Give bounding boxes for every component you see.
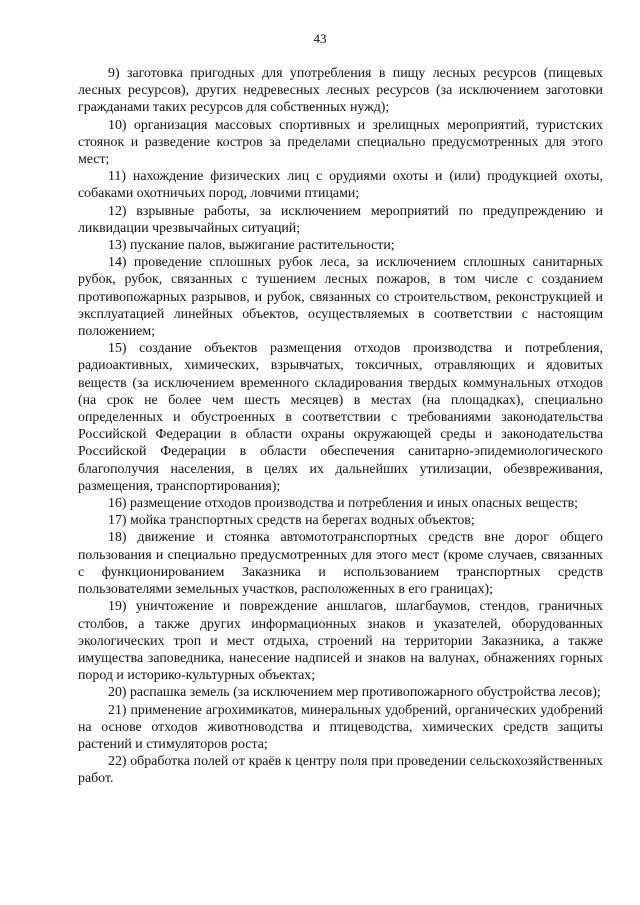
list-item-9: 9) заготовка пригодных для употребления в пищу лесных ресурсов (пищевых лесных ресурсов), других недревесных лесных ресурсов (за исключением заготовки гражданами таких ресурсов для собственных нужд); — [78, 66, 603, 116]
list-item-22: 22) обработка полей от краёв к центру поля при проведении сельскохозяйственных работ. — [78, 754, 603, 787]
list-item-19: 19) уничтожение и повреждение аншлагов, шлагбаумов, стендов, граничных столбов, а также других информационных знаков и указателей, оборудованных экологических троп и мест отдыха, строений на территории Заказника, а также имущества заповедника, нанесение надписей и знаков на валунах, обнажениях горных пород и историко-культурных объектах; — [78, 599, 603, 684]
list-item-13: 13) пускание палов, выжигание растительности; — [108, 238, 395, 254]
list-item-21: 21) применение агрохимикатов, минеральных удобрений, органических удобрений на основе отходов животноводства и птицеводства, химических средств защиты растений и стимуляторов роста; — [78, 702, 603, 752]
list-item-11: 11) нахождение физических лиц с орудиями охоты и (или) продукцией охоты, собаками охотничьих пород, ловчими птицами; — [78, 169, 603, 202]
list-item-17: 17) мойка транспортных средств на берегах водных объектов; — [108, 513, 475, 529]
list-item-18: 18) движение и стоянка автомототранспортных средств вне дорог общего пользования и специально предусмотренных для этого мест (кроме случаев, связанных с функционированием Заказника и использованием транспортных средств пользователями земельных участков, расположенных в его границах); — [78, 530, 603, 598]
document-body — [78, 65, 603, 788]
list-item-20: 20) распашка земель (за исключением мер противопожарного обустройства лесов); — [108, 685, 601, 701]
page-number: 43 — [313, 31, 327, 46]
list-item-16: 16) размещение отходов производства и потребления и иных опасных веществ; — [108, 496, 579, 512]
list-item-14: 14) проведение сплошных рубок леса, за исключением сплошных санитарных рубок, рубок, связанных с тушением лесных пожаров, в том числе с созданием противопожарных разрывов, и рубок, связанных со строительством, реконструкцией и эксплуатацией линейных объектов, осуществляемых в соответствии с настоящим положением; — [78, 255, 603, 340]
list-item-10: 10) организация массовых спортивных и зрелищных мероприятий, туристских стоянок и разведение костров за пределами специально предусмотренных для этого мест; — [78, 117, 603, 168]
list-item-15: 15) создание объектов размещения отходов производства и потребления, радиоактивных, химических, взрывчатых, токсичных, отравляющих и ядовитых веществ (за исключением временного складирования твердых коммунальных отходов (на срок не более чем шесть месяцев) в местах (на площадках), специально определенных и обустроенных в соответствии с требованиями законодательства Российской Федерации в области охраны окружающей среды и законодательства Российской Федерации в области обеспечения санитарно-эпидемиологического благополучия населения, в целях их дальнейших утилизации, обезвреживания, размещения, транспортирования); — [78, 341, 603, 494]
list-item-12: 12) взрывные работы, за исключением мероприятий по предупреждению и ликвидации чрезвычайных ситуаций; — [78, 203, 603, 236]
